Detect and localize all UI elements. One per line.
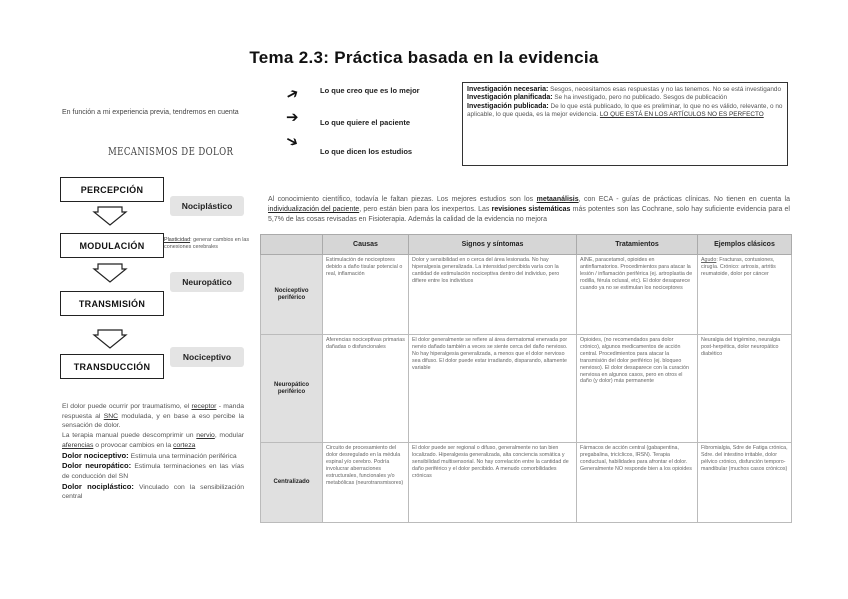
down-arrow-icon <box>92 262 128 284</box>
intro-text: En función a mi experiencia previa, tendremos en cuenta <box>62 109 239 116</box>
table-header: Ejemplos clásicos <box>698 235 792 255</box>
plasticity-note: Plasticidad: generar cambios en las conexiones cerebrales <box>164 237 250 250</box>
stage-transduction: TRANSDUCCIÓN <box>60 354 164 379</box>
tag-nociceptive: Nociceptivo <box>170 347 244 367</box>
page-title: Tema 2.3: Práctica basada en la evidencia <box>249 48 599 67</box>
table-cell: Agudo: Fracturas, contusiones, cirugía. Crónico: artrosis, artritis reumatoide, dolor por cáncer <box>698 255 792 335</box>
table-header: Tratamientos <box>577 235 698 255</box>
table-row <box>261 443 792 523</box>
down-arrow-icon <box>92 205 128 227</box>
table-cell: El dolor puede ser regional o difuso, generalmente no tan bien localizado. Hiperalgesia generalizada, alta conciencia somática y sensibilidad multisensorial. No hay correlación entre la cantidad de daño periférico y el dolor percibido. A menudo comorbilidades crónicas <box>409 443 577 523</box>
table-header: Signos y síntomas <box>409 235 577 255</box>
down-arrow-icon <box>92 328 128 350</box>
info-line-necessary: Investigación necesaria: Sesgos, necesitamos esas respuestas y no las tenemos. No se está investigando <box>467 86 782 93</box>
row-header: Centralizado <box>261 443 323 523</box>
table-cell: Opioides, (no recomendados para dolor crónico), algunos medicamentos de acción central. Procedimientos para atacar la transmisión del dolor periférico (ej. bloqueo nervioso). El dolor desaparece con la curación nerviosa en algunos casos, pero en otros el daño (y dolor) más permanente <box>577 335 698 443</box>
table-cell: Fármacos de acción central (gabapentina, pregabalina, tricíclicos, IRSN). Terapia conductual, habilidades para afrontar el dolor. Generalmente NO responde bien a los opioides <box>577 443 698 523</box>
tag-neuropathic: Neuropático <box>170 272 244 292</box>
stage-modulation: MODULACIÓN <box>60 233 164 258</box>
table-row <box>261 335 792 443</box>
table-cell: Circuito de procesamiento del dolor desregulado en la médula espinal y/o cerebro. Podría involucrar aberraciones estructurales, funcionales y/o metabólicas (neurotransmisores) <box>323 443 409 523</box>
table-cell: Estimulación de nociceptores debido a daño tisular potencial o real, inflamación <box>323 255 409 335</box>
table-cell: Dolor y sensibilidad en o cerca del área lesionada. No hay hiperalgesia generalizada. La intensidad percibida varía con la cantidad de estimulación nociceptiva dentro del individuo, pero difiere entre los individuos <box>409 255 577 335</box>
row-header: Neuropático periférico <box>261 335 323 443</box>
question-2: Lo que quiere el paciente <box>320 118 411 127</box>
note-item: Dolor nociceptivo: Estimula una terminación periférica <box>62 450 237 460</box>
table-cell: El dolor generalmente se refiere al área dermatomal enervada por nervio dañado también a veces se siente cerca del daño nervioso. No hay hiperalgesia generalizada, a menos que el dolor nervioso sea difuso. El dolor puede estar irradiando, disparando, altamente variable <box>409 335 577 443</box>
row-header: Nociceptivo periférico <box>261 255 323 335</box>
question-3: Lo que dicen los estudios <box>320 147 413 156</box>
table-row <box>261 255 792 335</box>
stage-transmission: TRANSMISIÓN <box>60 291 164 316</box>
table-header-row <box>261 235 792 255</box>
arrow-up-right-icon: ➔ <box>282 83 303 105</box>
note-item: Dolor nociplástico: Vinculado con la sensibilización central <box>62 481 244 501</box>
question-1: Lo que creo que es lo mejor <box>320 86 420 95</box>
tag-nociplastic: Nociplástico <box>170 196 244 216</box>
pain-types-table <box>260 234 792 523</box>
arrow-down-right-icon: ➔ <box>282 130 302 152</box>
info-line-planned: Investigación planificada: Se ha investigado, pero no publicado. Sesgos de publicación <box>467 94 728 102</box>
note-item: Dolor neuropático: Estimula terminaciones en las vías de conducción del SN <box>62 461 245 480</box>
info-line-published: Investigación publicada: De lo que está publicado, lo que es preliminar, lo que no es válido, relevante, o no aplicable, lo que queda, es la mejor evidencia. LO QUE ESTÁ EN LOS ARTÍCULOS NO ES PERFECTO <box>467 102 783 119</box>
stage-perception: PERCEPCIÓN <box>60 177 164 202</box>
table-cell: Fibromialgia, Sdre de Fatiga crónica, Sdre. del intestino irritable, dolor pélvico crónico, disfunción temporo-mandibular (muchos casos crónicos) <box>698 443 792 523</box>
table-cell: Neuralgia del trigémino, neuralgia post-herpética, dolor neuropático diabético <box>698 335 792 443</box>
table-cell: Aferencias nociceptivas primarias dañadas o disfuncionales <box>323 335 409 443</box>
mechanisms-title: MECANISMOS DE DOLOR <box>108 145 234 158</box>
table-header-corner <box>261 235 323 255</box>
research-info-box <box>462 82 788 166</box>
arrow-right-icon: ➔ <box>286 109 299 126</box>
table-header: Causas <box>323 235 409 255</box>
table-cell: AINE, paracetamol, opioides en antinflamatorios. Procedimientos para atacar la lesión / inflamación periférica (ej. artroplastia de rodilla, férula oclusal, etc). El dolor desaparece cuando ya no se estimulan los nociceptores <box>577 255 698 335</box>
evidence-paragraph: Al conocimiento científico, todavía le faltan piezas. Los mejores estudios son los metaanálisis, con ECA - guías de prácticas clínicas. No tienen en cuenta la individualización del paciente, pero están bien para los inexpertos. Las revisiones sistemáticas más potentes son las Cochrane, solo hay suficiente evidencia para el 5,7% de las cosas revisadas en Fisioterapia. Además la calidad de la evidencia no mejora <box>268 196 791 223</box>
pain-notes: El dolor puede ocurrir por traumatismo, el receptor - manda respuesta al SNC modulada, y en base a eso percibe la sensación de dolor. La terapia manual puede descomprimir un nervio, modular aferencias o provocar cambios en la corteza Dolor nociceptivo: Estimula una terminación periférica Dolor neuropático: Estimula terminaciones en las vías de conducción del SN Dolor nociplástico: Vinculado con la sensibilización central <box>62 403 245 501</box>
